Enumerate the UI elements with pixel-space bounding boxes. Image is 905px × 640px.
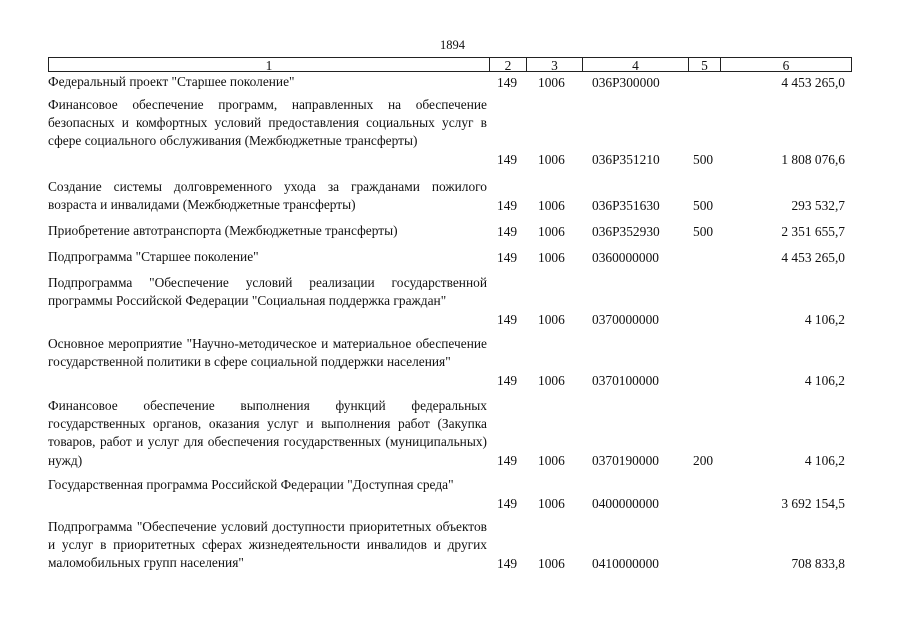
table-row <box>48 96 852 169</box>
row-vr: 500 <box>693 223 714 239</box>
row-description: Подпрограмма "Обеспечение условий доступности приоритетных объектов и услуг в приоритетных сферах жизнедеятельности инвалидов и других маломобильных групп населения" <box>48 519 487 571</box>
row-amount: 4 453 265,0 <box>781 74 845 90</box>
row-rz: 1006 <box>538 555 565 571</box>
column-header-3: 3 <box>526 57 582 72</box>
table-header <box>48 57 852 72</box>
table-row <box>48 397 852 470</box>
row-rz: 1006 <box>538 249 565 265</box>
row-amount: 2 351 655,7 <box>781 223 845 239</box>
row-description: Подпрограмма "Старшее поколение" <box>48 249 259 264</box>
row-amount: 4 106,2 <box>804 372 845 388</box>
row-amount: 1 808 076,6 <box>781 151 845 167</box>
row-csr: 036P352930 <box>592 223 660 239</box>
column-header-2: 2 <box>489 57 526 72</box>
column-header-4: 4 <box>582 57 688 72</box>
row-gr: 149 <box>497 223 518 239</box>
row-description: Подпрограмма "Обеспечение условий реализации государственной программы Российской Федерации "Социальная поддержка граждан" <box>48 275 487 309</box>
table-row <box>48 248 852 267</box>
row-amount: 3 692 154,5 <box>781 495 845 511</box>
row-description: Приобретение автотранспорта (Межбюджетные трансферты) <box>48 223 398 238</box>
table-row <box>48 222 852 241</box>
row-rz: 1006 <box>538 223 565 239</box>
row-gr: 149 <box>497 555 518 571</box>
row-description: Создание системы долговременного ухода за гражданами пожилого возраста и инвалидами (Межбюджетные трансферты) <box>48 179 487 213</box>
row-rz: 1006 <box>538 372 565 388</box>
column-header-1: 1 <box>48 57 489 72</box>
row-amount: 4 453 265,0 <box>781 249 845 265</box>
row-gr: 149 <box>497 452 518 468</box>
row-gr: 149 <box>497 495 518 511</box>
row-rz: 1006 <box>538 495 565 511</box>
table-row <box>48 335 852 390</box>
row-csr: 036P351210 <box>592 151 660 167</box>
table-row <box>48 476 852 513</box>
row-vr: 500 <box>693 197 714 213</box>
row-vr: 200 <box>693 452 714 468</box>
row-gr: 149 <box>497 372 518 388</box>
row-gr: 149 <box>497 74 518 90</box>
row-amount: 4 106,2 <box>804 311 845 327</box>
row-rz: 1006 <box>538 452 565 468</box>
row-csr: 0370000000 <box>592 311 659 327</box>
page-number: 1894 <box>440 38 465 52</box>
table-row <box>48 73 852 92</box>
table-row <box>48 178 852 215</box>
row-gr: 149 <box>497 151 518 167</box>
row-amount: 708 833,8 <box>791 555 845 571</box>
table-row <box>48 274 852 329</box>
row-description: Государственная программа Российской Федерации "Доступная среда" <box>48 477 454 492</box>
row-description: Основное мероприятие "Научно-методическое и материальное обеспечение государственной политики в сфере социальной поддержки населения" <box>48 336 487 370</box>
table-row <box>48 518 852 573</box>
row-rz: 1006 <box>538 197 565 213</box>
column-header-5: 5 <box>688 57 720 72</box>
row-csr: 0360000000 <box>592 249 659 265</box>
row-csr: 036P351630 <box>592 197 660 213</box>
row-description: Финансовое обеспечение программ, направленных на обеспечение безопасных и комфортных условий предоставления социальных услуг в сфере социального обслуживания (Межбюджетные трансферты) <box>48 97 487 149</box>
row-rz: 1006 <box>538 311 565 327</box>
row-csr: 0410000000 <box>592 555 659 571</box>
row-vr: 500 <box>693 151 714 167</box>
row-csr: 0370190000 <box>592 452 659 468</box>
row-description: Федеральный проект "Старшее поколение" <box>48 74 295 89</box>
row-rz: 1006 <box>538 74 565 90</box>
row-description: Финансовое обеспечение выполнения функций федеральных государственных органов, оказания услуг и выполнения работ (Закупка товаров, работ и услуг для обеспечения государственных (муниципальных) нужд) <box>48 398 487 468</box>
row-csr: 0400000000 <box>592 495 659 511</box>
row-gr: 149 <box>497 311 518 327</box>
row-gr: 149 <box>497 249 518 265</box>
row-amount: 293 532,7 <box>791 197 845 213</box>
row-csr: 0370100000 <box>592 372 659 388</box>
row-amount: 4 106,2 <box>804 452 845 468</box>
row-rz: 1006 <box>538 151 565 167</box>
row-csr: 036P300000 <box>592 74 660 90</box>
row-gr: 149 <box>497 197 518 213</box>
column-header-6: 6 <box>720 57 852 72</box>
